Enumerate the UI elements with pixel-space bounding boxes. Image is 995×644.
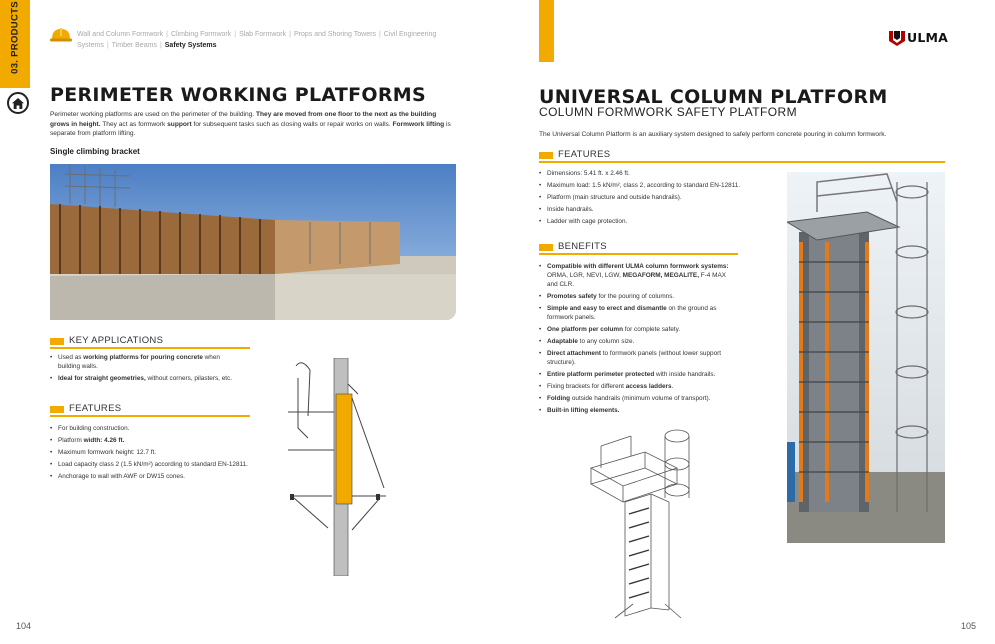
construction-photo: [50, 164, 456, 320]
list-item: [539, 218, 769, 227]
text-run: support: [167, 120, 192, 128]
product-intro: The Universal Column Platform is an auxiliary system designed to safely perform concrete pouring in column formwork.: [539, 131, 887, 138]
breadcrumb-separator: |: [106, 42, 109, 49]
text-run: Used as: [58, 354, 84, 361]
breadcrumb-separator: |: [234, 31, 237, 38]
text-run: Simple and easy to erect and dismantle: [547, 305, 667, 312]
list-item: [539, 326, 734, 335]
section-marker: [50, 406, 64, 413]
right-page-tab: [539, 0, 554, 62]
text-run: is separate from platform lifting.: [50, 120, 451, 137]
text-run: when building walls.: [58, 354, 220, 370]
list-item: [50, 449, 250, 458]
breadcrumb-item[interactable]: Safety Systems: [164, 42, 217, 49]
section-tab[interactable]: [0, 0, 30, 88]
section-divider: [50, 415, 250, 417]
section-divider: [50, 347, 250, 349]
text-run: on the ground as formwork panels.: [547, 305, 717, 321]
text-run: access ladders: [625, 383, 672, 391]
text-run: Platform: [58, 437, 84, 445]
breadcrumb-item[interactable]: Wall and Column Formwork: [77, 31, 164, 38]
section-marker: [539, 152, 553, 159]
list-item: [50, 375, 240, 384]
breadcrumb-separator: |: [378, 31, 381, 38]
text-run: with inside handrails.: [654, 371, 716, 379]
text-run: Load capacity class 2 (1.5 kN/m²) according to standard EN-12811.: [58, 461, 248, 469]
breadcrumb-item[interactable]: Timber Beams: [111, 42, 157, 49]
text-run: without corners, pilasters, etc.: [145, 375, 233, 382]
list-item: [539, 350, 734, 368]
breadcrumb-separator: |: [159, 42, 162, 49]
platform-drawing: [585, 428, 705, 620]
section-divider: [539, 253, 738, 255]
key-applications-header: [50, 335, 250, 349]
breadcrumb-item[interactable]: Civil Engineering Systems: [77, 31, 437, 49]
list-item: [539, 305, 734, 323]
home-icon[interactable]: [7, 92, 29, 114]
breadcrumb-separator: |: [289, 31, 291, 38]
text-run: Promotes safety: [547, 292, 597, 300]
helmet-icon: [50, 27, 72, 43]
text-run: Fixing brackets for different: [547, 383, 626, 391]
product-title: UNIVERSAL COLUMN PLATFORM: [539, 86, 888, 108]
text-run: Ladder with cage protection.: [547, 218, 628, 226]
benefits-heading: BENEFITS: [558, 241, 607, 252]
text-run: Compatible with different ULMA column formwork systems:: [547, 263, 729, 270]
features-heading-right: FEATURES: [558, 149, 611, 160]
text-run: outside handrails (minimum volume of transport).: [570, 395, 711, 403]
list-item: [539, 383, 734, 392]
text-run: Ideal for straight geometries,: [58, 375, 146, 382]
text-run: F-4 MAX and CLR.: [547, 271, 726, 288]
text-run: for complete safety.: [623, 326, 681, 333]
intro-paragraph: [50, 110, 455, 139]
text-run: Built-in lifting elements.: [547, 407, 620, 415]
text-run: Anchorage to wall with AWF or DW15 cones.: [58, 473, 185, 481]
text-run: They are moved from one floor to the next as the building grows in height.: [50, 111, 437, 128]
text-run: Platform (main structure and outside handrails).: [547, 194, 682, 202]
features-list-right: [539, 170, 769, 230]
text-run: Formwork lifting: [392, 120, 445, 128]
breadcrumb-item[interactable]: Props and Shoring Towers: [293, 31, 376, 38]
text-run: One platform per column: [547, 326, 623, 333]
text-run: for the pouring of columns.: [596, 292, 675, 300]
list-item: [539, 194, 769, 203]
ulma-logo: [889, 30, 949, 46]
subheading: Single climbing bracket: [50, 147, 140, 156]
list-item: [539, 170, 769, 179]
benefits-header: [539, 241, 738, 255]
section-divider: [539, 161, 945, 163]
text-run: width: 4.26 ft.: [83, 437, 125, 445]
logo-text: ULMA: [907, 30, 949, 45]
breadcrumb-item[interactable]: Slab Formwork: [239, 31, 287, 38]
text-run: working platforms for pouring concrete: [83, 354, 203, 361]
text-run: They act as formwork: [100, 120, 168, 128]
list-item: [50, 437, 250, 446]
text-run: .: [671, 383, 674, 391]
product-subtitle: COLUMN FORMWORK SAFETY PLATFORM: [539, 105, 797, 119]
list-item: [50, 473, 250, 482]
key-applications-heading: KEY APPLICATIONS: [69, 335, 164, 346]
features-list-left: [50, 425, 250, 485]
text-run: For building construction.: [58, 425, 130, 432]
text-run: to any column size.: [577, 338, 635, 346]
bracket-drawing: [288, 358, 388, 576]
text-run: Dimensions: 5.41 ft. x 2.46 ft.: [547, 170, 630, 177]
ulma-logo-icon: [889, 30, 905, 46]
breadcrumb: [77, 29, 457, 51]
text-run: for subsequent tasks such as closing walls or repair works on walls.: [191, 120, 393, 128]
text-run: Folding: [547, 395, 571, 403]
page-title: PERIMETER WORKING PLATFORMS: [50, 84, 426, 106]
text-run: Adaptable: [547, 338, 578, 346]
list-item: [50, 461, 250, 470]
features-header-right: [539, 149, 945, 163]
list-item: [539, 263, 734, 290]
text-run: Inside handrails.: [547, 206, 594, 214]
list-item: [539, 206, 769, 215]
list-item: [50, 354, 240, 372]
breadcrumb-separator: |: [166, 31, 168, 38]
list-item: [50, 425, 250, 434]
breadcrumb-item[interactable]: Climbing Formwork: [170, 31, 232, 38]
list-item: [539, 371, 734, 380]
text-run: Maximum formwork height: 12.7 ft.: [58, 449, 157, 457]
list-item: [539, 293, 734, 302]
text-run: Entire platform perimeter protected: [547, 371, 655, 379]
section-tab-label: 03. PRODUCTS: [9, 1, 21, 74]
features-header-left: [50, 403, 250, 417]
list-item: [539, 338, 734, 347]
text-run: Direct attachment: [547, 350, 601, 358]
key-applications-list: [50, 354, 240, 387]
column-platform-photo: [787, 172, 945, 543]
section-marker: [539, 244, 553, 251]
text-run: to formwork panels (without lower support structure).: [547, 350, 722, 367]
list-item: [539, 407, 734, 416]
page-number-right: 105: [961, 621, 977, 631]
text-run: ORMA, LGR, NEVI, LGW,: [547, 271, 623, 279]
text-run: Maximum load: 1.5 kN/m², class 2, according to standard EN-12811.: [547, 182, 741, 190]
text-run: MEGAFORM, MEGALITE,: [622, 271, 699, 279]
list-item: [539, 182, 769, 191]
list-item: [539, 395, 734, 404]
section-marker: [50, 338, 64, 345]
page-number-left: 104: [16, 621, 32, 631]
benefits-list: [539, 263, 734, 420]
features-heading-left: FEATURES: [69, 403, 122, 414]
text-run: Perimeter working platforms are used on the perimeter of the building.: [50, 111, 256, 118]
